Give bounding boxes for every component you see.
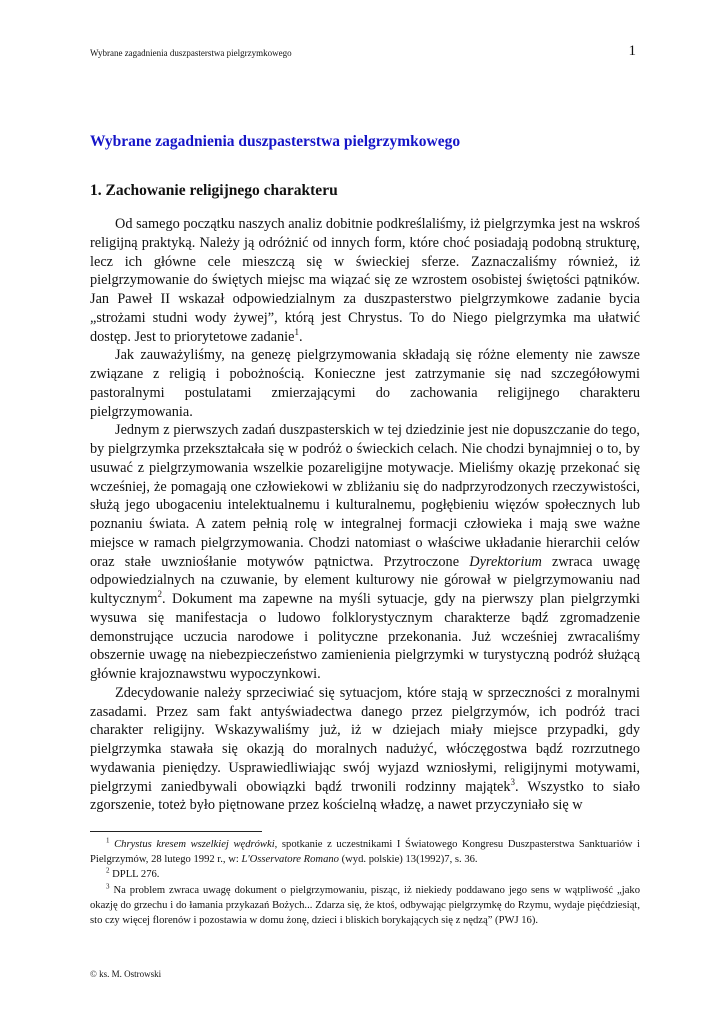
footnote-ref-1[interactable]: 1 <box>294 326 299 337</box>
paragraph-text: Jednym z pierwszych zadań duszpasterskich w tej dziedzinie jest nie dopuszczanie do tego, by pielgrzymka przekształcała się w podróż o świeckich celach. Nie chodzi bynajmniej o to, by usuwać z pielgrzymowania wszelkie pozareligijne motywacje. Mieliśmy okazję przekonać się wcześniej, że pomagają one człowiekowi w zbliżaniu się do nadprzyrodzonych rzeczywistości, służą jego ubogaceniu intelektualnemu i kulturalnemu, pogłębieniu więzów społecznych lub poznaniu świata. A zatem pełnią rolę w integralnej formacji człowieka i mają swe ważne miejsce w ramach pielgrzymowania. Chodzi natomiast o właściwe układanie hierarchii celów oraz stałe uwzniośłanie motywów pątnictwa. Przytroczone <box>90 422 640 570</box>
footnote-text: Na problem zwraca uwagę dokument o pielgrzymowaniu, pisząc, iż niekiedy poddawano jego sens w wątpliwość „jako okazję do grzechu i do łamania przykazań Bożych... Zdarza się, że ktoś, odbywając pielgrzymkę do Rzymu, wydaje pięćdziesiąt, sto czy więcej florenów i pozostawia w domu żonę, dzieci i bliskich borykających się z nędzą” (PWJ 16). <box>90 884 640 927</box>
footnote-1 <box>90 837 640 867</box>
footnote-ref-2[interactable]: 2 <box>157 589 162 600</box>
footnote-ref-3[interactable]: 3 <box>510 776 515 787</box>
paragraph-2: Jak zauważyliśmy, na genezę pielgrzymowania składają się różne elementy nie zawsze związane z religią i pobożnością. Konieczne jest zatrzymanie się nad szczegółowymi pastoralnymi postulatami zmierzającymi do zachowania religijnego charakteru pielgrzymowania. <box>90 347 640 420</box>
footnote-3 <box>90 883 640 929</box>
footnote-divider <box>90 831 262 832</box>
paragraph-text: Od samego początku naszych analiz dobitnie podkreślaliśmy, iż pielgrzymka jest na wskroś religijną praktyką. Należy ją odróżnić od innych form, które choć posiadają podobną strukturę, lecz ich główne cele mieszczą się w świeckiej sferze. Zaznaczaliśmy również, iż pielgrzymowanie do świętych miejsc ma wiązać się ze wzrostem osobistej świętości pątników. Jan Paweł II wskazał odpowiedzialnym za duszpasterstwo pielgrzymkowe zadanie bycia „strożami studni wody żywej”, którą jest Chrystus. To do Niego pielgrzymka ma ułatwić dostęp. Jest to priorytetowe zadanie <box>90 216 640 345</box>
footnote-2 <box>90 867 640 882</box>
footnote-text: (wyd. polskie) 13(1992)7, s. 36. <box>341 854 478 866</box>
paragraph-text: . <box>298 328 303 345</box>
page-number: 1 <box>628 43 636 59</box>
emphasis-text: Dyrektorium <box>469 553 542 570</box>
running-header: Wybrane zagadnienia duszpasterstwa pielgrzymkowego <box>90 48 292 58</box>
footnote-number: 2 <box>106 866 110 875</box>
body-text <box>90 215 640 815</box>
section-heading: 1. Zachowanie religijnego charakteru <box>90 182 338 199</box>
footnotes <box>90 837 640 928</box>
paragraph-text: Zdecydowanie należy sprzeciwiać się sytuacjom, które stają w sprzeczności z moralnymi zasadami. Przez sam fakt antyświadectwa danego przez pielgrzymów, ich podróż traci charakter religijny. Wskazywaliśmy już, iż w dziejach miały miejsce przypadki, gdy pielgrzymka stawała się okazją do moralnych nadużyć, włóczęgostwa bądź rozrzutnego wydawania pieniędzy. Usprawiedliwiając swój wyjazd wzniosłymi, religijnymi motywami, pielgrzymi zaniedbywali obowiązki bądź trwonili rodzinny majątek <box>90 684 640 795</box>
footnote-text: DPLL 276. <box>112 869 160 881</box>
footnote-number: 1 <box>106 836 110 845</box>
emphasis-text: Chrystus kresem wszelkiej wędrówki <box>114 839 275 850</box>
paragraph-text: . Wszystko to siało zgorszenie, toteż było piętnowane przez kościelną władzę, a nawet przyczyniało się w <box>90 778 641 814</box>
paragraph-text: zwraca uwagę odpowiedzialnych na czuwanie, by element kulturowy nie górował w pielgrzymowaniu nad kultycznym <box>90 553 641 607</box>
paragraph-text: . Dokument ma zapewne na myśli sytuacje, gdy na pierwszy plan pielgrzymki wysuwa się manifestacja o ludowo folklorystycznym charakterze bądź zgromadzenie demonstrujące uczucia narodowe i polityczne przekonania. Już wcześniej zwracaliśmy obszernie uwagę na niebezpieczeństwo zamienienia pielgrzymki w turystyczną podróż służącą głównie krajoznawstwu wypoczynkowi. <box>90 591 640 682</box>
footnote-text: , spotkanie z uczestnikami I Światowego Kongresu Duszpasterstwa Sanktuariów i Pielgrzymów, 28 lutego 1992 r., w: <box>90 839 641 866</box>
footnote-number: 3 <box>106 882 110 891</box>
emphasis-text: L'Osservatore Romano <box>241 854 339 866</box>
paragraph-4 <box>90 684 640 815</box>
copyright-footer: © ks. M. Ostrowski <box>90 969 162 979</box>
paragraph-3 <box>90 421 640 684</box>
paragraph-1 <box>90 215 640 346</box>
document-title: Wybrane zagadnienia duszpasterstwa pielgrzymkowego <box>90 133 461 150</box>
